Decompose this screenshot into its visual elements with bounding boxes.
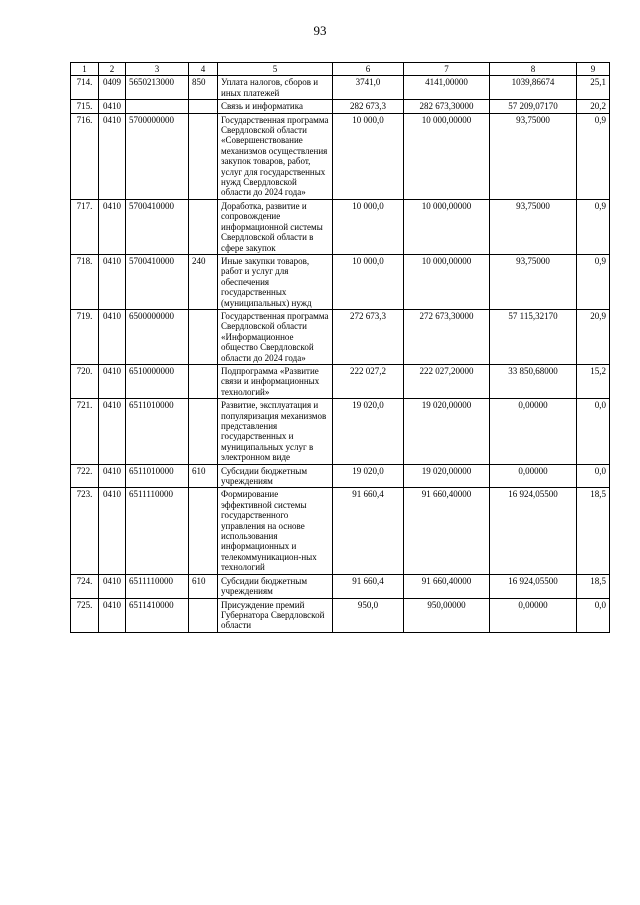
execution-percent: 18,5: [577, 574, 610, 598]
table-row: [71, 574, 610, 598]
target-article-code: 6511010000: [126, 399, 189, 464]
executed-amount: 16 924,05500: [490, 488, 577, 574]
table-row: [71, 364, 610, 398]
target-article-code: 5700410000: [126, 199, 189, 254]
table-row: [71, 488, 610, 574]
target-article-code: 6510000000: [126, 364, 189, 398]
column-header: 1: [71, 63, 99, 76]
executed-amount: 0,00000: [490, 399, 577, 464]
planned-amount: 19 020,0: [333, 399, 404, 464]
target-article-code: [126, 100, 189, 113]
execution-percent: 0,0: [577, 598, 610, 632]
table-row: [71, 464, 610, 488]
item-name: Доработка, развитие и сопровождение информационной системы Свердловской области в сфере закупок: [218, 199, 333, 254]
table-row: [71, 254, 610, 309]
row-number: 714.: [71, 76, 99, 100]
executed-amount: 57 209,07170: [490, 100, 577, 113]
target-article-code: 6511410000: [126, 598, 189, 632]
executed-amount: 1039,86674: [490, 76, 577, 100]
planned-amount: 91 660,4: [333, 574, 404, 598]
planned-amount: 222 027,2: [333, 364, 404, 398]
expense-type-code: 850: [189, 76, 218, 100]
executed-amount: 93,75000: [490, 113, 577, 199]
execution-percent: 0,9: [577, 113, 610, 199]
expense-type-code: [189, 199, 218, 254]
row-number: 723.: [71, 488, 99, 574]
column-header: 5: [218, 63, 333, 76]
executed-amount: 57 115,32170: [490, 309, 577, 364]
planned-amount: 19 020,0: [333, 464, 404, 488]
row-number: 724.: [71, 574, 99, 598]
table-row: [71, 598, 610, 632]
target-article-code: 6511010000: [126, 464, 189, 488]
execution-percent: 18,5: [577, 488, 610, 574]
planned-amount: 282 673,3: [333, 100, 404, 113]
section-code: 0410: [99, 113, 126, 199]
table-row: [71, 399, 610, 464]
target-article-code: 5700000000: [126, 113, 189, 199]
item-name: Связь и информатика: [218, 100, 333, 113]
column-header: 6: [333, 63, 404, 76]
approved-amount: 272 673,30000: [404, 309, 490, 364]
item-name: Субсидии бюджетным учреждениям: [218, 464, 333, 488]
section-code: 0410: [99, 488, 126, 574]
header-row: [71, 63, 610, 76]
table-row: [71, 309, 610, 364]
section-code: 0410: [99, 574, 126, 598]
executed-amount: 93,75000: [490, 199, 577, 254]
planned-amount: 91 660,4: [333, 488, 404, 574]
section-code: 0410: [99, 399, 126, 464]
execution-percent: 0,0: [577, 464, 610, 488]
column-header: 7: [404, 63, 490, 76]
execution-percent: 20,9: [577, 309, 610, 364]
execution-percent: 0,9: [577, 254, 610, 309]
row-number: 720.: [71, 364, 99, 398]
item-name: Государственная программа Свердловской области «Совершенствование механизмов осуществления закупок товаров, работ, услуг для государственных нужд Свердловской области до 2024 года»: [218, 113, 333, 199]
target-article-code: 6500000000: [126, 309, 189, 364]
expense-type-code: [189, 488, 218, 574]
table-row: [71, 100, 610, 113]
approved-amount: 10 000,00000: [404, 254, 490, 309]
planned-amount: 10 000,0: [333, 199, 404, 254]
table-row: [71, 199, 610, 254]
section-code: 0410: [99, 254, 126, 309]
item-name: Подпрограмма «Развитие связи и информационных технологий»: [218, 364, 333, 398]
expense-type-code: 240: [189, 254, 218, 309]
planned-amount: 10 000,0: [333, 113, 404, 199]
row-number: 717.: [71, 199, 99, 254]
target-article-code: 6511110000: [126, 574, 189, 598]
page-number: 93: [313, 23, 327, 38]
execution-percent: 25,1: [577, 76, 610, 100]
row-number: 715.: [71, 100, 99, 113]
approved-amount: 4141,00000: [404, 76, 490, 100]
table-row: [71, 113, 610, 199]
executed-amount: 93,75000: [490, 254, 577, 309]
approved-amount: 10 000,00000: [404, 113, 490, 199]
table-body: [71, 76, 610, 632]
approved-amount: 222 027,20000: [404, 364, 490, 398]
expense-type-code: [189, 100, 218, 113]
target-article-code: 6511110000: [126, 488, 189, 574]
expense-type-code: 610: [189, 574, 218, 598]
row-number: 719.: [71, 309, 99, 364]
approved-amount: 19 020,00000: [404, 464, 490, 488]
item-name: Государственная программа Свердловской области «Информационное общество Свердловской области до 2024 года»: [218, 309, 333, 364]
column-header: 3: [126, 63, 189, 76]
budget-table: [70, 62, 610, 633]
planned-amount: 950,0: [333, 598, 404, 632]
item-name: Развитие, эксплуатация и популяризация механизмов представления государственных и муниципальных услуг в электронном виде: [218, 399, 333, 464]
column-header: 4: [189, 63, 218, 76]
planned-amount: 10 000,0: [333, 254, 404, 309]
section-code: 0410: [99, 309, 126, 364]
approved-amount: 19 020,00000: [404, 399, 490, 464]
item-name: Формирование эффективной системы государственного управления на основе использования информационных и телекоммуникацион-ных технологий: [218, 488, 333, 574]
item-name: Субсидии бюджетным учреждениям: [218, 574, 333, 598]
section-code: 0410: [99, 464, 126, 488]
item-name: Уплата налогов, сборов и иных платежей: [218, 76, 333, 100]
row-number: 721.: [71, 399, 99, 464]
target-article-code: 5650213000: [126, 76, 189, 100]
execution-percent: 0,9: [577, 199, 610, 254]
item-name: Иные закупки товаров, работ и услуг для обеспечения государственных (муниципальных) нужд: [218, 254, 333, 309]
execution-percent: 0,0: [577, 399, 610, 464]
item-name: Присуждение премий Губернатора Свердловской области: [218, 598, 333, 632]
row-number: 716.: [71, 113, 99, 199]
approved-amount: 91 660,40000: [404, 574, 490, 598]
section-code: 0410: [99, 100, 126, 113]
expense-type-code: [189, 598, 218, 632]
approved-amount: 282 673,30000: [404, 100, 490, 113]
section-code: 0409: [99, 76, 126, 100]
row-number: 722.: [71, 464, 99, 488]
expense-type-code: [189, 399, 218, 464]
approved-amount: 950,00000: [404, 598, 490, 632]
section-code: 0410: [99, 199, 126, 254]
execution-percent: 20,2: [577, 100, 610, 113]
executed-amount: 0,00000: [490, 464, 577, 488]
column-header: 2: [99, 63, 126, 76]
column-header: 8: [490, 63, 577, 76]
section-code: 0410: [99, 598, 126, 632]
executed-amount: 33 850,68000: [490, 364, 577, 398]
executed-amount: 0,00000: [490, 598, 577, 632]
approved-amount: 91 660,40000: [404, 488, 490, 574]
expense-type-code: [189, 364, 218, 398]
expense-type-code: [189, 309, 218, 364]
executed-amount: 16 924,05500: [490, 574, 577, 598]
execution-percent: 15,2: [577, 364, 610, 398]
table-row: [71, 76, 610, 100]
approved-amount: 10 000,00000: [404, 199, 490, 254]
expense-type-code: 610: [189, 464, 218, 488]
row-number: 718.: [71, 254, 99, 309]
column-header: 9: [577, 63, 610, 76]
target-article-code: 5700410000: [126, 254, 189, 309]
expense-type-code: [189, 113, 218, 199]
row-number: 725.: [71, 598, 99, 632]
planned-amount: 3741,0: [333, 76, 404, 100]
section-code: 0410: [99, 364, 126, 398]
planned-amount: 272 673,3: [333, 309, 404, 364]
